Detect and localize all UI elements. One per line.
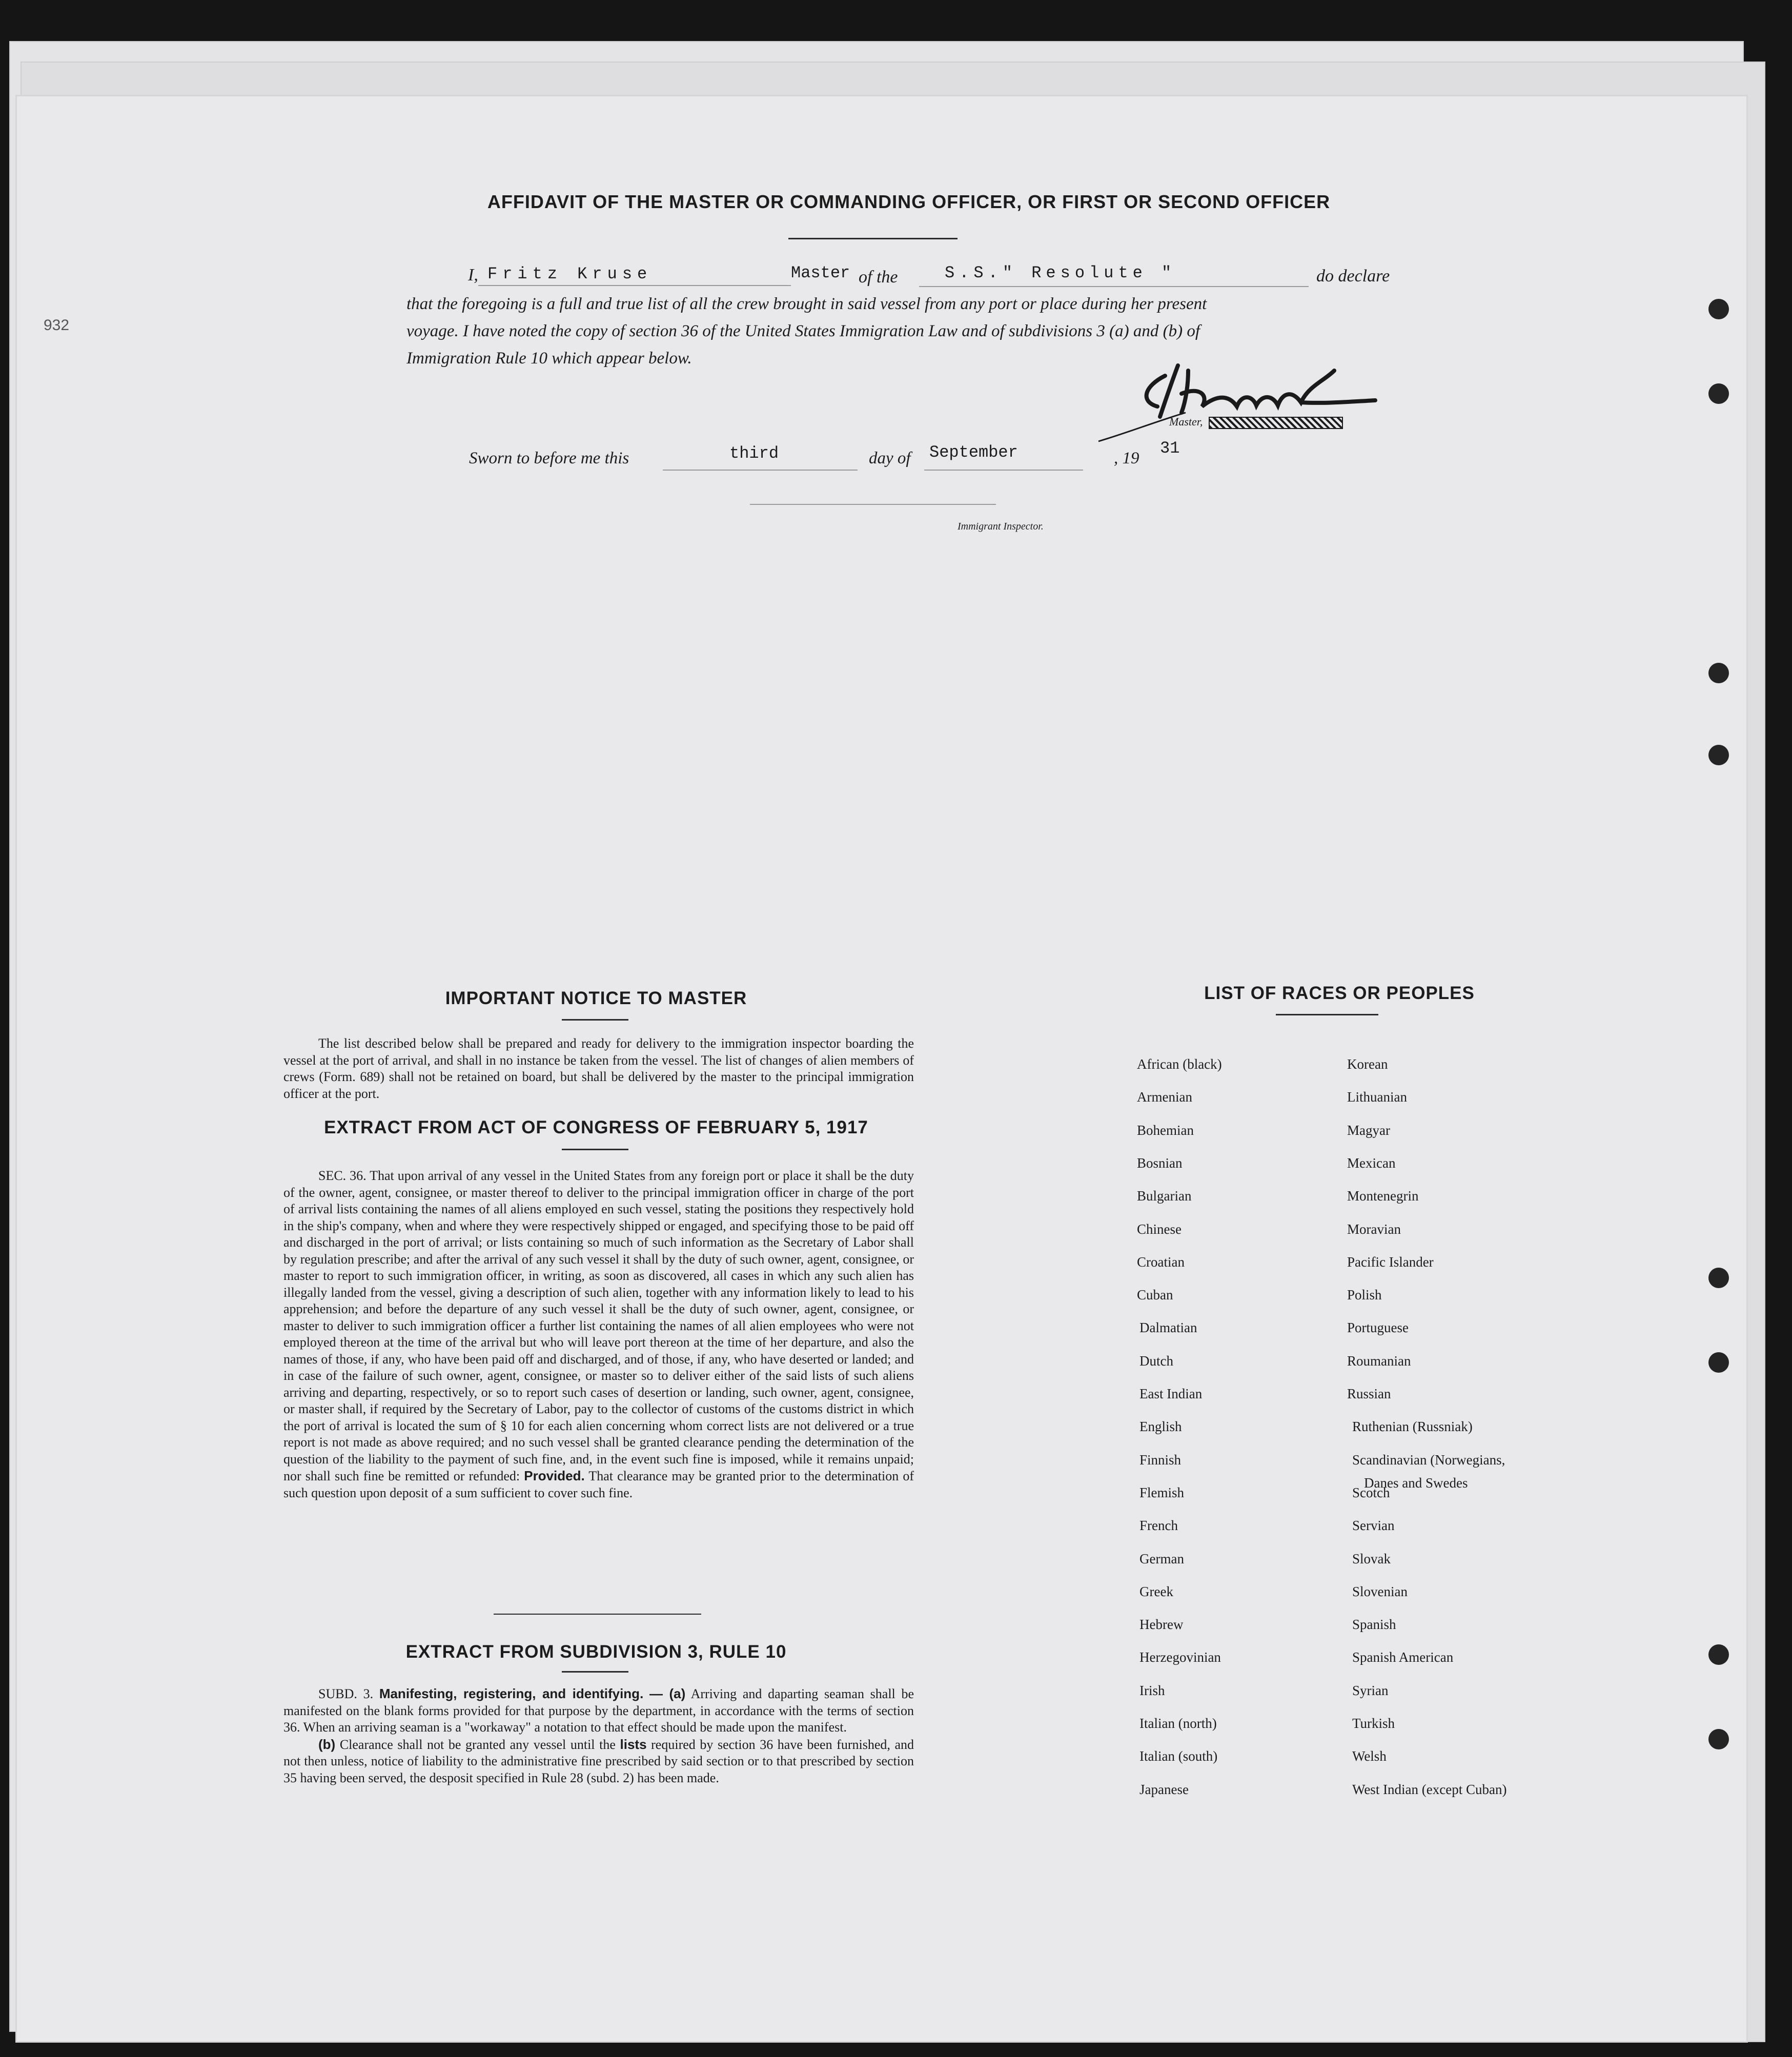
inspector-caption: Immigrant Inspector. xyxy=(958,521,1044,532)
race-item: Korean xyxy=(1347,1056,1388,1072)
race-item: Scotch xyxy=(1352,1484,1390,1500)
declaration-line-1 xyxy=(406,263,1452,291)
rule-title: EXTRACT FROM SUBDIVISION 3, RULE 10 xyxy=(405,1642,787,1662)
sworn-prefix: Sworn to before me this xyxy=(469,449,629,467)
race-item: Bohemian xyxy=(1137,1122,1194,1138)
declaration-line-3: voyage. I have noted the copy of section 36 of the United States Immigration Law and of subdivisions 3 (a) and (b) of xyxy=(406,322,1200,340)
race-item: Roumanian xyxy=(1347,1353,1411,1369)
subd-b-bold: lists xyxy=(620,1736,647,1752)
race-item: Dutch xyxy=(1139,1353,1173,1369)
binder-hole xyxy=(1708,299,1729,319)
notice-text: The list described below shall be prepared and ready for delivery to the immigration inspector boarding the vessel at the port of arrival, and shall in no instance be taken from the vessel. The list of changes of alien members of crews (Form. 689) shall not be retained on board, but shall be delivered by the master to the principal immigration officer at the port. xyxy=(283,1036,914,1101)
rule-subd-a xyxy=(283,1685,914,1736)
race-item: Mexican xyxy=(1347,1155,1396,1171)
subd-heading: Manifesting, registering, and identifying. xyxy=(379,1686,644,1701)
race-item: East Indian xyxy=(1139,1386,1203,1401)
race-item: Cuban xyxy=(1137,1287,1173,1303)
race-item: Irish xyxy=(1139,1682,1165,1698)
vessel-name: S.S." Resolute " xyxy=(945,263,1176,282)
signature-caption xyxy=(1169,415,1343,429)
affidavit-title-rule xyxy=(788,238,958,239)
race-item: Montenegrin xyxy=(1347,1188,1419,1204)
act-end-rule xyxy=(494,1614,701,1615)
race-item: German xyxy=(1139,1551,1184,1566)
day-of: day of xyxy=(869,449,911,467)
of-the: of the xyxy=(859,268,898,287)
officer-name: Fritz Kruse xyxy=(487,264,653,283)
subd-b-text-2: required by section 36 have been furnished, and not then unless, notice of liability to the administrative fine prescribed by said section or to that prescribed by section 35 having been served, the desposit specified in Rule 28 (subd. 2) has been made. xyxy=(283,1737,914,1785)
day-line xyxy=(663,470,858,471)
race-item: Hebrew xyxy=(1139,1617,1184,1633)
race-item: Ruthenian (Russniak) xyxy=(1352,1419,1473,1435)
race-item: Croatian xyxy=(1137,1254,1185,1270)
race-item: Pacific Islander xyxy=(1347,1254,1434,1270)
margin-number: 932 xyxy=(44,317,70,334)
document-page xyxy=(15,95,1748,2043)
do-declare: do declare xyxy=(1316,267,1390,286)
act-title-rule xyxy=(562,1149,628,1150)
act-provided: Provided. xyxy=(524,1468,585,1483)
race-item: Finnish xyxy=(1139,1452,1182,1468)
struck-text xyxy=(1209,417,1343,429)
race-item: Welsh xyxy=(1352,1748,1387,1764)
race-item: Portuguese xyxy=(1347,1320,1409,1336)
name-line xyxy=(478,285,791,286)
race-item: Japanese xyxy=(1139,1781,1189,1797)
race-item: Syrian xyxy=(1352,1682,1389,1698)
race-item: Armenian xyxy=(1137,1089,1192,1105)
race-item: Servian xyxy=(1352,1518,1395,1534)
declare-prefix: I, xyxy=(468,266,478,284)
rule-text xyxy=(283,1685,914,1786)
sworn-month: September xyxy=(929,443,1018,462)
inspector-line xyxy=(750,504,996,505)
race-item: Bulgarian xyxy=(1137,1188,1192,1204)
race-item: Magyar xyxy=(1347,1122,1390,1138)
races-title: LIST OF RACES OR PEOPLES xyxy=(1204,983,1475,1003)
race-item: Moravian xyxy=(1347,1221,1401,1237)
sworn-line xyxy=(406,439,1252,471)
race-item: Greek xyxy=(1139,1583,1173,1599)
race-item: Italian (south) xyxy=(1139,1748,1218,1764)
binder-hole xyxy=(1708,383,1729,404)
vessel-line xyxy=(919,286,1309,287)
subd-b-label: (b) xyxy=(318,1736,336,1752)
race-item: French xyxy=(1139,1518,1178,1534)
year-prefix: , 19 xyxy=(1114,449,1139,467)
subd-a-label: — (a) xyxy=(649,1686,686,1701)
sworn-day: third xyxy=(729,444,779,463)
binder-hole xyxy=(1708,1644,1729,1665)
officer-rank: Master xyxy=(791,263,850,282)
subd-b-text-1: Clearance shall not be granted any vessel until the xyxy=(339,1737,616,1752)
declaration-line-2: that the foregoing is a full and true list of all the crew brought in said vessel from any port or place during her present xyxy=(406,295,1207,313)
race-item: Bosnian xyxy=(1137,1155,1183,1171)
act-text-after: That clearance may be granted prior to the determination of such question upon deposit of a sum sufficient to cover such fine. xyxy=(283,1469,914,1500)
master-caption: Master, xyxy=(1169,415,1203,428)
races-title-rule xyxy=(1276,1014,1378,1015)
race-item: Herzegovinian xyxy=(1139,1649,1221,1665)
race-item: West Indian (except Cuban) xyxy=(1352,1781,1507,1797)
race-item: Scandinavian (Norwegians, xyxy=(1352,1452,1505,1468)
race-item: Chinese xyxy=(1137,1221,1182,1237)
binder-hole xyxy=(1708,1268,1729,1288)
race-item: Spanish xyxy=(1352,1617,1396,1633)
subd-a-text: Arriving and daparting seaman shall be manifested on the blank forms provided for that purpose by the department, in accordance with the terms of section 36. When an arriving seaman is a "workaway" a notation to that effect should be made upon the manifest. xyxy=(283,1686,914,1735)
binder-hole xyxy=(1708,1729,1729,1749)
race-item: Dalmatian xyxy=(1139,1320,1197,1336)
binder-hole xyxy=(1708,663,1729,683)
race-item: Flemish xyxy=(1139,1484,1185,1500)
affidavit-title: AFFIDAVIT OF THE MASTER OR COMMANDING OFFICER, OR FIRST OR SECOND OFFICER xyxy=(487,191,1331,212)
act-title: EXTRACT FROM ACT OF CONGRESS OF FEBRUARY 5, 1917 xyxy=(324,1117,868,1137)
act-text xyxy=(283,1168,914,1501)
notice-title-rule xyxy=(562,1019,628,1021)
subd-label: SUBD. 3. xyxy=(318,1686,374,1701)
race-item: African (black) xyxy=(1137,1056,1222,1072)
race-item: Polish xyxy=(1347,1287,1382,1303)
act-text-before: SEC. 36. That upon arrival of any vessel in the United States from any foreign port or place it shall be the duty of the owner, agent, consignee, or master thereof to deliver to the principal immigration officer in charge of the port of arrival lists containing the names of all aliens employed en such vessel, stating the positions they respectively hold in the ship's company, when and where they were respectively shipped or engaged, and specifying those to be paid off and discharged in the port of arrival; or lists containing so much of such information as the Secretary of Labor shall by regulation prescribe; and after the arrival of any such vessel it shall by the duty of such owner, agent, consignee, or master to report to such immigration officer, in writing, as soon as discovered, all cases in which any such alien has illegally landed from the vessel, giving a description of such alien, together with any information likely to lead to his apprehension; and before the departure of any such vessel it shall be the duty of such owner, agent, consignee, or master to deliver to such immigration officer a further list containing the names of all alien employees who were not employed thereon at the time of the arrival but who will leave port thereon at the time of her departure, and also the names of those, if any, who have been paid off and discharged, and of those, if any, who have deserted or landed; and in case of the failure of such owner, agent, consignee, or master so to deliver either of the said lists of such aliens arriving and departing, respectively, or so to report such cases of desertion or landing, such owner, agent, consignee, or master shall, if required by the Secretary of Labor, pay to the collector of customs of the customs district in which the port of arrival is located the sum of § 10 for each alien concerning whom correct lists are not delivered or a true report is not made as above required; and no such vessel shall be granted clearance pending the determination of the question of the liability to the payment of such fine, and, in the event such fine is imposed, while it remains unpaid; nor shall such fine be remitted or refunded: xyxy=(283,1168,914,1483)
race-item: English xyxy=(1139,1419,1182,1435)
month-line xyxy=(924,470,1083,471)
binder-hole xyxy=(1708,1352,1729,1373)
rule-title-rule xyxy=(562,1671,628,1673)
race-item-cont: Danes and Swedes xyxy=(1364,1475,1468,1491)
race-item: Turkish xyxy=(1352,1716,1395,1731)
race-item: Slovenian xyxy=(1352,1583,1408,1599)
rule-subd-b xyxy=(283,1736,914,1787)
declaration-line-4: Immigration Rule 10 which appear below. xyxy=(406,349,692,368)
notice-title: IMPORTANT NOTICE TO MASTER xyxy=(445,988,747,1008)
race-item: Italian (north) xyxy=(1139,1716,1217,1731)
race-item: Slovak xyxy=(1352,1551,1391,1566)
race-item: Lithuanian xyxy=(1347,1089,1407,1105)
year-suffix: 31 xyxy=(1160,439,1180,458)
race-item: Russian xyxy=(1347,1386,1391,1401)
race-item: Spanish American xyxy=(1352,1649,1454,1665)
master-signature xyxy=(1068,355,1416,442)
binder-hole xyxy=(1708,745,1729,765)
